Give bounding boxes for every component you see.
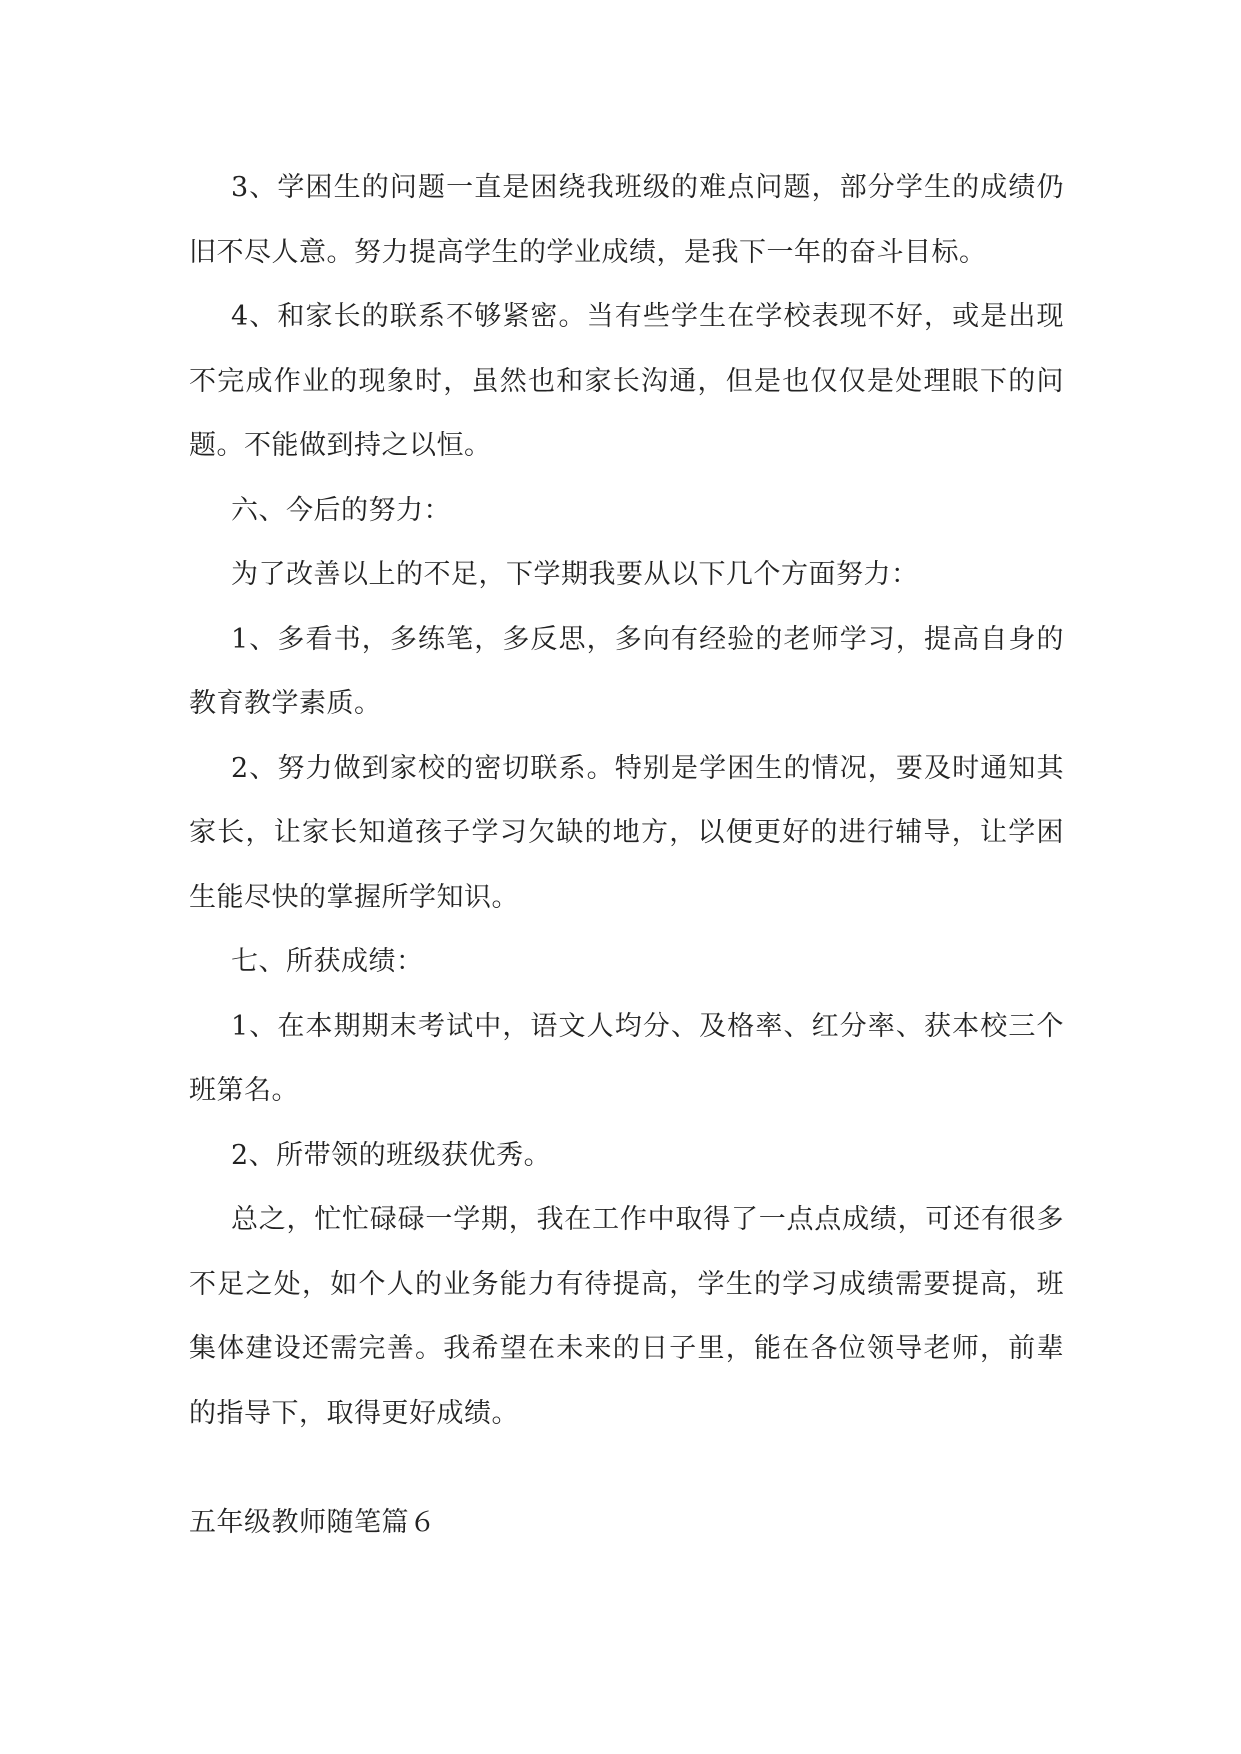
document-body [189,156,1064,1446]
paragraph-achievement-2: 2、所带领的班级获优秀。 [231,1139,552,1171]
paragraph-conclusion: 总之，忙忙碌碌一学期，我在工作中取得了一点点成绩，可还有很多不足之处，如个人的业务能力有待提高，学生的学习成绩需要提高，班集体建设还需完善。我希望在未来的日子里，能在各位领导老师，前辈的指导下，取得更好成绩。 [189,1204,1064,1429]
paragraph-improvement-intro: 为了改善以上的不足，下学期我要从以下几个方面努力： [231,559,919,590]
paragraph-effort-2: 2、努力做到家校的密切联系。特别是学困生的情况，要及时通知其家长，让家长知道孩子学习欠缺的地方，以便更好的进行辅导，让学困生能尽快的掌握所学知识。 [189,752,1064,913]
paragraph-achievement-1: 1、在本期期末考试中，语文人均分、及格率、红分率、获本校三个班第名。 [189,1010,1064,1106]
heading-achievements: 七、所获成绩： [231,946,424,977]
paragraph-problem-3: 3、学困生的问题一直是困绕我班级的难点问题，部分学生的成绩仍旧不尽人意。努力提高学生的学业成绩，是我下一年的奋斗目标。 [189,172,1064,268]
heading-future-efforts: 六、今后的努力： [231,494,451,526]
paragraph-effort-1: 1、多看书，多练笔，多反思，多向有经验的老师学习，提高自身的教育教学素质。 [189,623,1064,719]
paragraph-problem-4: 4、和家长的联系不够紧密。当有些学生在学校表现不好，或是出现不完成作业的现象时，虽然也和家长沟通，但是也仅仅是处理眼下的问题。不能做到持之以恒。 [189,301,1064,461]
section-title: 五年级教师随笔篇６ [189,1507,437,1538]
